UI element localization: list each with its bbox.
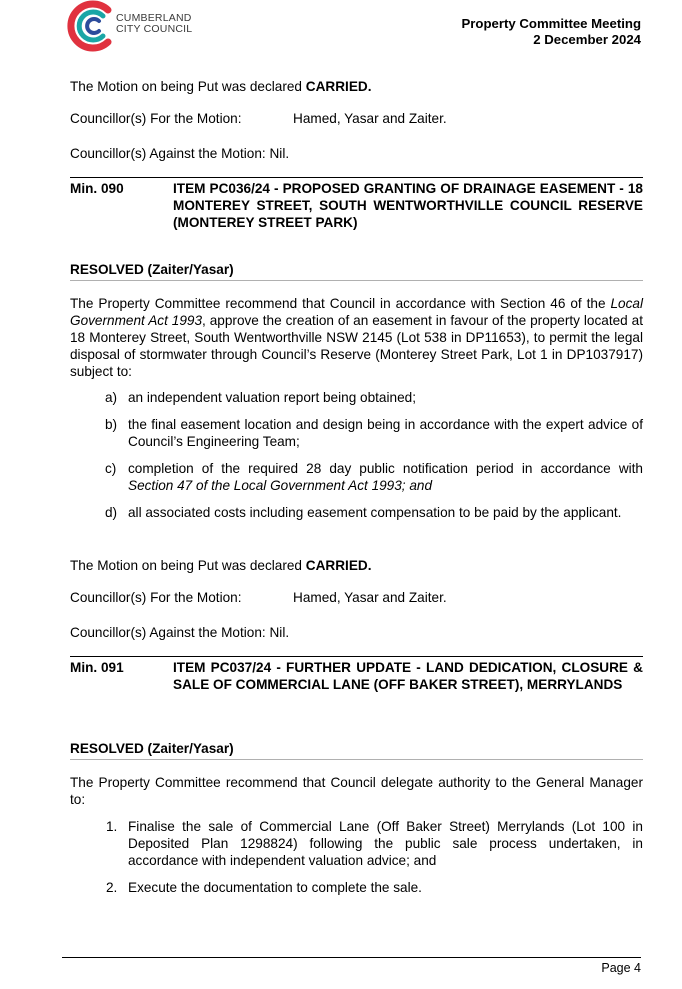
meeting-date: 2 December 2024: [533, 32, 641, 47]
conditions-list: [70, 389, 643, 521]
minute-090-heading: [70, 177, 643, 231]
list-item: 2. Execute the documentation to complete the sale.: [106, 880, 422, 895]
motion-declaration: The Motion on being Put was declared CARRIED.: [70, 558, 372, 573]
vote-against: Councillor(s) Against the Motion: Nil.: [70, 146, 290, 161]
actions-list: [70, 818, 643, 896]
minute-title: ITEM PC036/24 - PROPOSED GRANTING OF DRAINAGE EASEMENT - 18 MONTEREY STREET, SOUTH WENTWORTHVILLE COUNCIL RESERVE (MONTEREY STREET PARK): [173, 181, 643, 230]
org-line2: CITY COUNCIL: [116, 23, 193, 35]
vote-for: Councillor(s) For the Motion: Hamed, Yasar and Zaiter.: [70, 590, 447, 605]
vote-for: Councillor(s) For the Motion: Hamed, Yasar and Zaiter.: [70, 111, 447, 126]
motion-result: CARRIED.: [305, 79, 372, 94]
resolved-line: RESOLVED (Zaiter/Yasar): [70, 261, 643, 281]
org-name: [116, 13, 192, 35]
vote-against: Councillor(s) Against the Motion: Nil.: [70, 625, 290, 640]
council-logo-icon: [66, 0, 118, 52]
meeting-title: Property Committee Meeting: [461, 16, 641, 31]
motion-declaration: The Motion on being Put was declared CARRIED.: [70, 79, 372, 94]
list-item: d) all associated costs including easement compensation to be paid by the applicant.: [105, 505, 622, 520]
page-number: Page 4: [601, 961, 641, 975]
list-item: c) completion of the required 28 day public notification period in accordance with Section 47 of the Local Government Act 1993; and: [105, 461, 643, 493]
minute-number: Min. 091: [70, 660, 124, 675]
list-item: 1. Finalise the sale of Commercial Lane (Off Baker Street) Merrylands (Lot 100 in Deposited Plan 1298824) following the public sale process undertaken, in accordance with independent valuation advice; and: [106, 819, 643, 868]
meeting-header: [461, 16, 641, 48]
minute-091-heading: [70, 656, 643, 693]
minute-title: ITEM PC037/24 - FURTHER UPDATE - LAND DEDICATION, CLOSURE & SALE OF COMMERCIAL LANE (OFF BAKER STREET), MERRYLANDS: [173, 660, 643, 692]
minute-number: Min. 090: [70, 181, 124, 196]
org-line1: CUMBERLAND: [116, 12, 192, 24]
motion-result: CARRIED.: [305, 558, 372, 573]
resolution-paragraph: The Property Committee recommend that Council delegate authority to the General Manager to:: [70, 775, 643, 807]
resolution-paragraph: The Property Committee recommend that Council in accordance with Section 46 of the Local Government Act 1993, approve the creation of an easement in favour of the property located at 18 Monterey Street, South Wentworthville NSW 2145 (Lot 538 in DP11653), to permit the legal disposal of stormwater through Council’s Reserve (Monterey Street Park, Lot 1 in DP1037917) subject to:: [70, 296, 643, 379]
list-item: b) the final easement location and design being in accordance with the expert advice of Council’s Engineering Team;: [105, 417, 643, 449]
list-item: a) an independent valuation report being obtained;: [105, 390, 416, 405]
resolved-line: RESOLVED (Zaiter/Yasar): [70, 740, 643, 760]
footer-divider: [62, 957, 641, 958]
